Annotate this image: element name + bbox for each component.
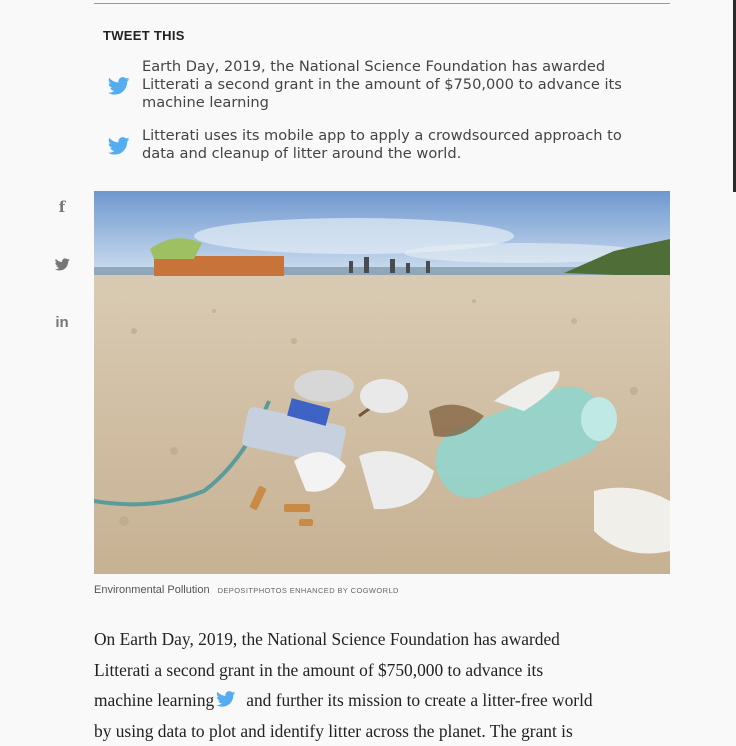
article-body xyxy=(94,624,684,746)
tweet-this-heading: TWEET THIS xyxy=(103,28,185,43)
tweet-text[interactable]: Litterati uses its mobile app to apply a crowdsourced approach to data and cleanup of litter around the world. xyxy=(142,127,672,163)
divider xyxy=(94,3,670,4)
article-line-text: and further its mission to create a litter-free world xyxy=(246,690,592,710)
linkedin-share-icon[interactable]: in xyxy=(52,312,72,332)
article-line-text: machine learning xyxy=(94,690,214,710)
article-line: Litterati a second grant in the amount of $750,000 to advance its xyxy=(94,655,684,686)
beach-litter-image xyxy=(94,191,670,574)
article-photo xyxy=(94,191,670,574)
twitter-bird-icon xyxy=(55,258,70,271)
facebook-share-icon[interactable]: f xyxy=(52,197,72,217)
twitter-bird-icon[interactable] xyxy=(108,137,130,155)
tweet-text[interactable]: Earth Day, 2019, the National Science Foundation has awarded Litterati a second grant in the amount of $750,000 to advance its machine learning xyxy=(142,58,672,112)
twitter-bird-icon[interactable] xyxy=(216,691,236,707)
twitter-share-icon[interactable] xyxy=(52,254,72,274)
article-line: by using data to plot and identify litter across the planet. The grant is xyxy=(94,716,684,746)
caption-text: Environmental Pollution xyxy=(94,584,210,596)
article-line xyxy=(94,685,684,716)
article-line: On Earth Day, 2019, the National Science Foundation has awarded xyxy=(94,624,684,655)
photo-caption xyxy=(94,584,399,596)
photo-credit: DEPOSITPHOTOS ENHANCED BY COGWORLD xyxy=(218,586,399,595)
twitter-bird-icon[interactable] xyxy=(108,77,130,95)
